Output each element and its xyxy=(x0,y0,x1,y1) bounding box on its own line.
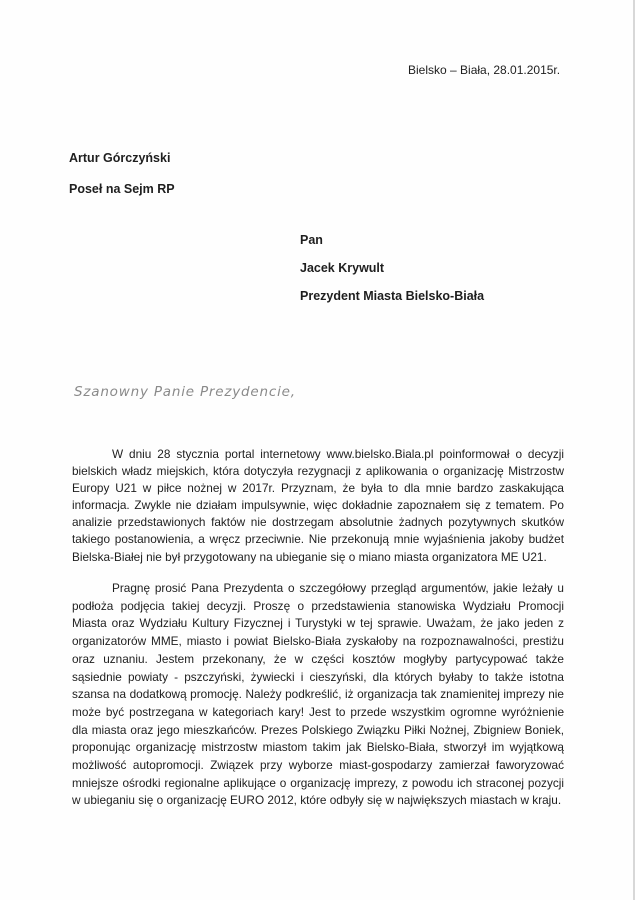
recipient-title: Prezydent Miasta Bielsko-Biała xyxy=(300,289,485,303)
recipient-line-1: Pan xyxy=(300,233,323,247)
body-paragraph-1: W dniu 28 stycznia portal internetowy www.bielsko.Biala.pl poinformował o decyzji bielskich władz miejskich, która dotyczyła rezygnacji z aplikowania o organizację Mistrzostw Europy U21 w piłce nożnej w 2017r. Przyznam, że była to dla mnie bardzo zaskakująca informacja. Zwykle nie działam impulsywnie, więc dokładnie zapoznałem się z tematem. Po analizie przedstawionych faktów nie dostrzegam absolutnie żadnych pozytywnych skutków takiego postanowienia, a wręcz przeciwnie. Nie przekonują mnie wyjaśnienia jakoby budżet Bielska-Białej nie był przygotowany na ubieganie się o miano miasta organizatora ME U21. xyxy=(72,447,564,564)
sender-name: Artur Górczyński xyxy=(69,151,171,165)
salutation: Szanowny Panie Prezydencie, xyxy=(74,384,296,400)
sender-title: Poseł na Sejm RP xyxy=(69,182,175,196)
recipient-name: Jacek Krywult xyxy=(300,261,385,275)
place-and-date: Bielsko – Biała, 28.01.2015r. xyxy=(408,63,561,77)
body-paragraph-2: Pragnę prosić Pana Prezydenta o szczegółowy przegląd argumentów, jakie leżały u podłoża podjęcia takiej decyzji. Proszę o przedstawienia stanowiska Wydziału Promocji Miasta oraz Wydziału Kultury Fizycznej i Turystyki w tej sprawie. Uważam, że jako jeden z organizatorów MME, miasto i powiat Bielsko-Biała zyskałoby na rozpoznawalności, prestiżu oraz uznaniu. Jestem przekonany, że w części kosztów mogłyby partycypować także sąsiednie powiaty - pszczyński, żywiecki i cieszyński, dla których byłaby to także istotna szansa na dodatkową promocję. Należy podkreślić, iż organizacja tak znamienitej imprezy nie może być postrzegana w kategoriach kary! Jest to przede wszystkim ogromne wyróżnienie dla miasta oraz jego mieszkańców. Prezes Polskiego Związku Piłki Nożnej, Zbigniew Boniek, proponując organizację mistrzostw miastom takim jak Bielsko-Biała, stworzył im wyjątkową możliwość autopromocji. Związek przy wyborze miast-gospodarzy zamierzał faworyzować mniejsze ośrodki regionalne aplikujące o organizację imprezy, z powodu ich straconej pozycji w ubieganiu się o organizację EURO 2012, które odbyły się w największych miastach w kraju. xyxy=(72,581,564,808)
